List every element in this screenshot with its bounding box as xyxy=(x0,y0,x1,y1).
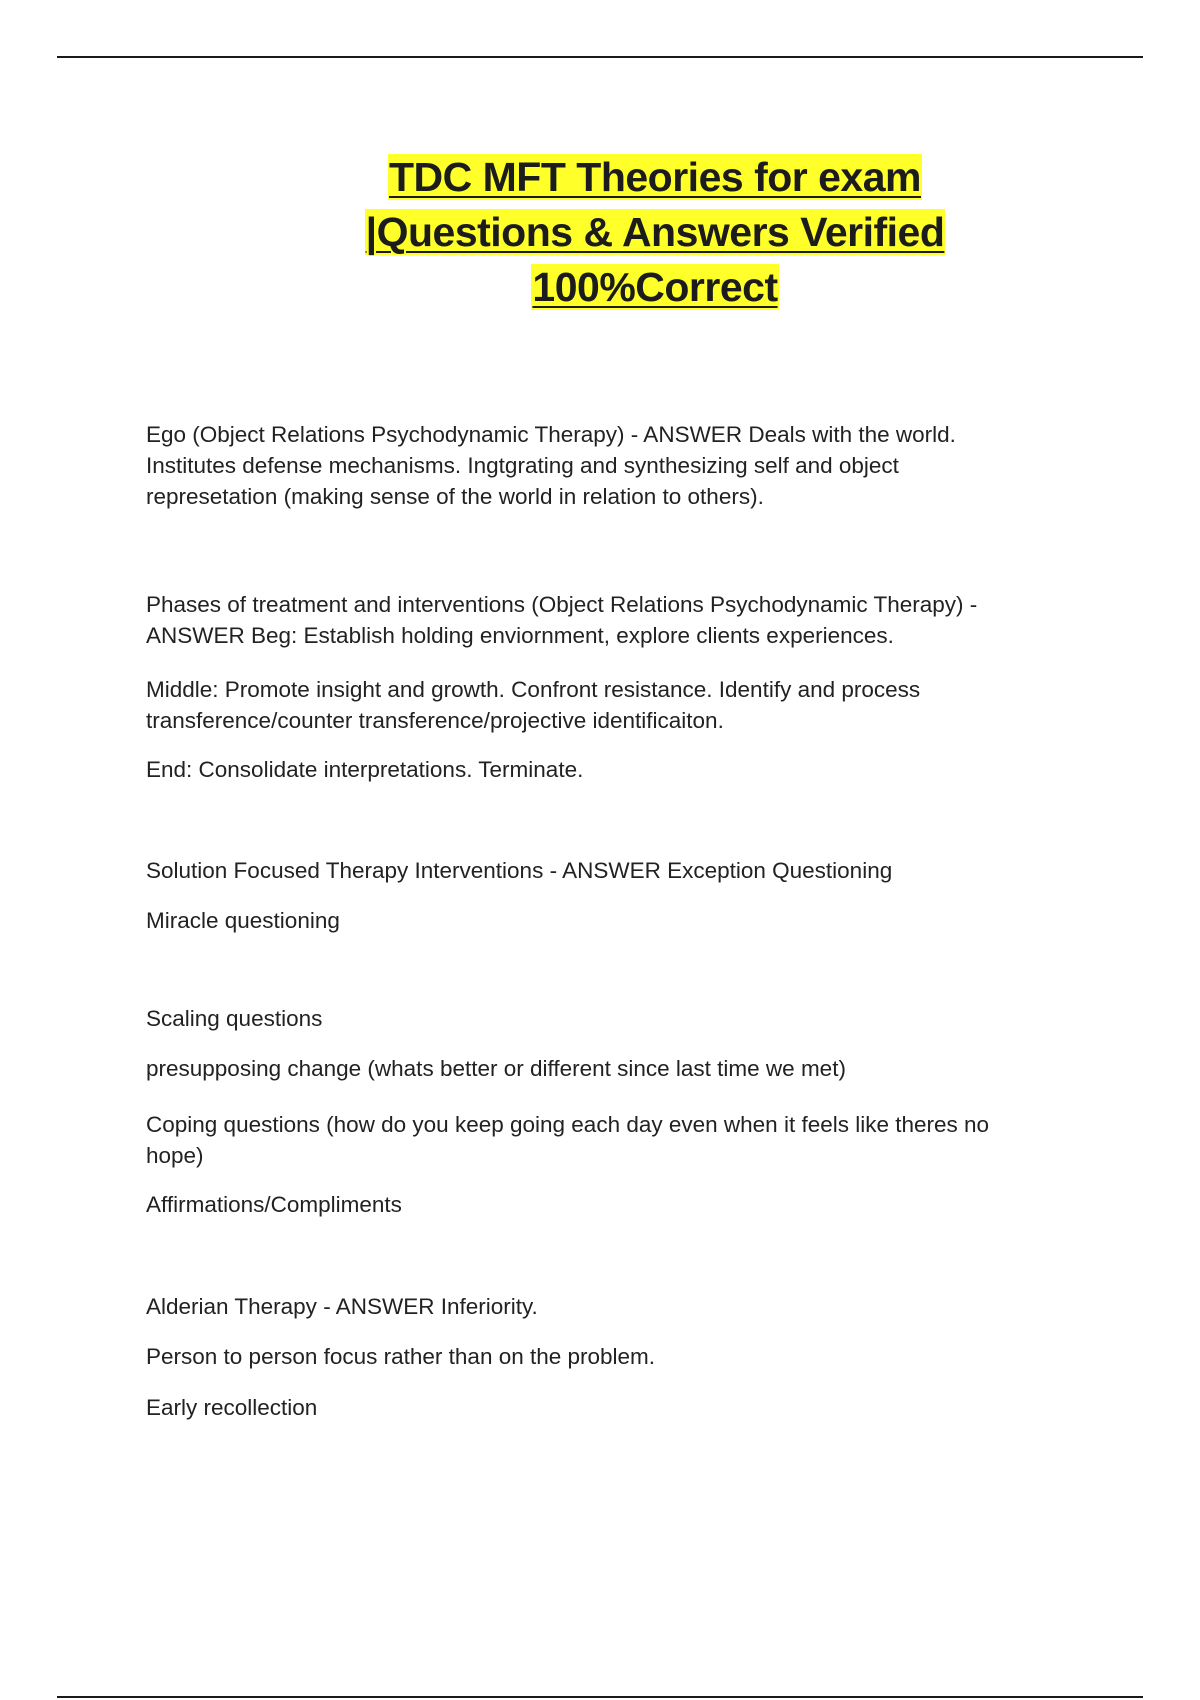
qa-solution-focused: Solution Focused Therapy Interventions - ANSWER Exception Questioning xyxy=(146,858,893,883)
qa-phases-of-treatment: Phases of treatment and interventions (Object Relations Psychodynamic Therapy) - ANSWER Beg: Establish holding enviornment, explore clients experiences. xyxy=(146,592,978,648)
list-item: Person to person focus rather than on the problem. xyxy=(146,1344,656,1369)
phase-middle: Middle: Promote insight and growth. Confront resistance. Identify and process transference/counter transference/projective identificaiton. xyxy=(146,677,921,733)
qa-ego: Ego (Object Relations Psychodynamic Therapy) - ANSWER Deals with the world. Institutes defense mechanisms. Ingtgrating and synthesizing self and object represetation (making sense of the world in relation to others). xyxy=(146,422,956,509)
document-title xyxy=(0,150,1200,315)
list-item: Coping questions (how do you keep going each day even when it feels like theres no hope) xyxy=(146,1112,990,1168)
phase-end: End: Consolidate interpretations. Terminate. xyxy=(146,757,584,782)
list-item: Early recollection xyxy=(146,1395,318,1420)
list-item: presupposing change (whats better or different since last time we met) xyxy=(146,1056,846,1081)
title-line-2: |Questions & Answers Verified xyxy=(365,209,945,255)
bottom-rule xyxy=(57,1696,1143,1698)
title-line-3: 100%Correct xyxy=(532,264,778,310)
qa-alderian: Alderian Therapy - ANSWER Inferiority. xyxy=(146,1294,538,1319)
list-item: Affirmations/Compliments xyxy=(146,1192,402,1217)
top-rule xyxy=(57,56,1143,58)
list-item: Scaling questions xyxy=(146,1006,323,1031)
title-line-1: TDC MFT Theories for exam xyxy=(389,154,921,200)
list-item: Miracle questioning xyxy=(146,908,340,933)
